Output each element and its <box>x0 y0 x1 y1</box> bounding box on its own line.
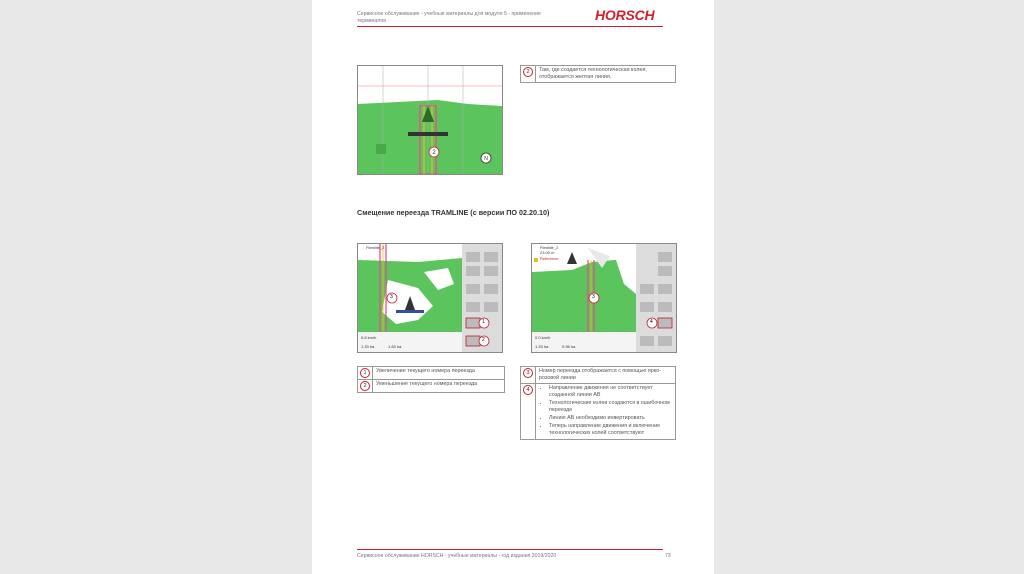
left-legend-table <box>357 366 505 393</box>
svg-text:N: N <box>484 156 488 162</box>
terminal-graphic-left <box>358 244 502 352</box>
area-readout-2: 0.98 ha <box>562 344 576 349</box>
terminal-subvalue: 23.00 m <box>540 250 555 255</box>
legend-row <box>358 380 505 393</box>
footer-text: Сервисное обслуживание HORSCH - учебные материалы - год издания 2019/2020 <box>357 553 557 559</box>
callout-marker: 4 <box>650 319 653 325</box>
speed-readout: 0.0 km/h <box>535 335 551 340</box>
legend-bullets <box>536 384 676 440</box>
bullet-item: • Теперь направление движения и включение технологических колей соответствуют <box>549 423 672 437</box>
callout-marker: 3 <box>390 294 393 300</box>
callout-number: 4 <box>523 385 533 395</box>
top-legend-table <box>520 65 676 83</box>
legend-row <box>521 66 676 83</box>
terminal-name: Flexible_2 <box>366 245 385 250</box>
callout-marker: 3 <box>592 294 595 300</box>
document-page <box>312 0 714 574</box>
callout-number: 3 <box>523 368 533 378</box>
legend-row <box>521 384 676 440</box>
callout-marker: 1 <box>482 319 485 325</box>
bullet-item: • Направление движения не соответствует созданной линии АВ <box>549 385 672 399</box>
footer-rule <box>357 549 663 550</box>
callout-number: 2 <box>523 67 533 77</box>
legend-row <box>358 367 505 380</box>
area-readout-2: 1.83 ha <box>388 344 402 349</box>
callout-marker: 2 <box>482 337 485 343</box>
area-readout-1: 1.33 ha <box>361 344 375 349</box>
terminal-screenshot-left <box>357 243 503 353</box>
header-subtitle: Сервисное обслуживание - учебные материалы для модуля 5 - применение терминалов <box>357 11 541 24</box>
speed-readout: 5.8 km/h <box>361 335 377 340</box>
svg-text:2: 2 <box>432 150 436 156</box>
legend-text: Там, где создается технологическая колея, отображается желтая линия. <box>536 66 676 83</box>
section-title: Смещение переезда TRAMLINE (с версии ПО 02.20.10) <box>357 208 550 217</box>
bullet-list <box>539 385 672 437</box>
legend-text: Увеличение текущего номера переезда <box>373 367 505 380</box>
callout-number: 1 <box>360 368 370 378</box>
legend-text: Номер переезда отображается с помощью ярко-розовой линии <box>536 367 676 384</box>
area-readout-1: 1.33 ha <box>535 344 549 349</box>
bullet-item: • Линию АВ необходимо инвертировать <box>549 415 672 422</box>
legend-text: Уменьшение текущего номера переезда <box>373 380 505 393</box>
callout-number: 2 <box>360 381 370 391</box>
bullet-item: • Технологические колеи создаются в ошибочном переезде <box>549 400 672 414</box>
page-number: 73 <box>665 553 671 559</box>
horsch-logo: HORSCH <box>595 7 655 23</box>
legend-row <box>521 367 676 384</box>
map-graphic <box>358 66 502 174</box>
header-rule <box>357 26 663 27</box>
terminal-screenshot-right <box>531 243 677 353</box>
tramline-map-screenshot <box>357 65 503 175</box>
right-legend-table <box>520 366 676 440</box>
terminal-name: Flexible_2 <box>540 245 559 250</box>
warning-text: Reference <box>540 256 559 261</box>
